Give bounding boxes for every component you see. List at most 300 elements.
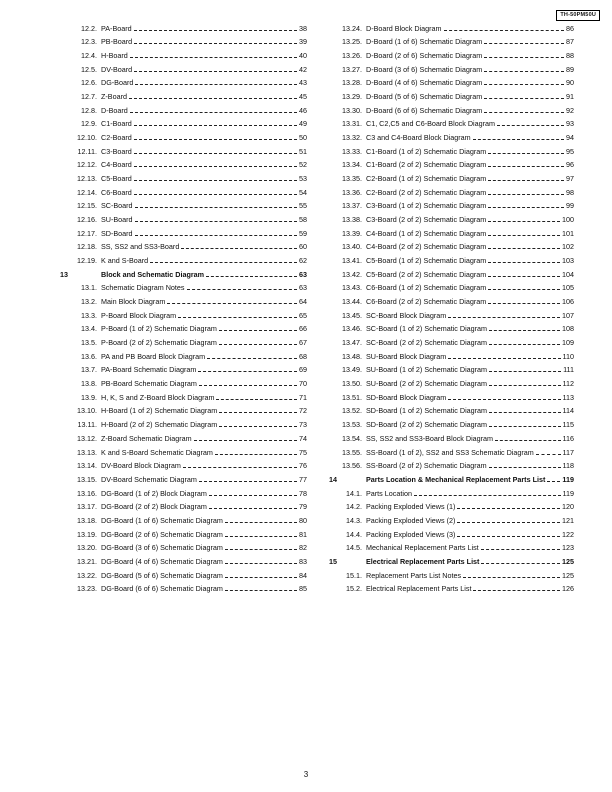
toc-entry[interactable] [60,333,307,347]
toc-entry[interactable] [329,306,574,320]
toc-leader-dots [481,549,560,550]
toc-entry-page: 103 [562,256,574,266]
toc-entry-title: C6-Board [101,187,132,197]
toc-entry-page: 106 [562,297,574,307]
toc-entry-page: 70 [299,379,307,389]
toc-entry-page: 107 [562,310,574,320]
toc-entry[interactable] [329,156,574,170]
toc-entry[interactable] [60,402,307,416]
toc-leader-dots [183,467,297,468]
toc-entry[interactable] [329,142,574,156]
toc-entry-title: DG-Board (2 of 6) Schematic Diagram [101,529,223,539]
toc-leader-dots [484,112,564,113]
toc-leader-dots [225,549,297,550]
toc-entry-number: 12.12. [77,160,97,170]
toc-entry-title: H-Board (1 of 2) Schematic Diagram [101,406,218,416]
toc-entry[interactable] [329,498,574,512]
toc-leader-dots [473,139,564,140]
toc-entry-number: 13.53. [342,420,362,430]
toc-entry-page: 115 [562,420,574,430]
toc-entry[interactable] [329,265,574,279]
toc-leader-dots [484,57,564,58]
toc-entry-page: 85 [299,584,307,594]
toc-entry-page: 114 [562,406,574,416]
toc-entry[interactable] [329,292,574,306]
toc-entry-title: DV-Board Block Diagram [101,461,181,471]
toc-entry-number: 13 [60,269,68,279]
toc-leader-dots [134,125,297,126]
toc-leader-dots [547,481,560,482]
toc-entry[interactable] [329,361,574,375]
toc-leader-dots [134,71,297,72]
toc-leader-dots [489,426,560,427]
toc-leader-dots [129,98,297,99]
toc-entry[interactable] [329,46,574,60]
toc-entry-page: 45 [299,92,307,102]
toc-entry-page: 84 [299,570,307,580]
toc-entry[interactable] [60,210,307,224]
toc-leader-dots [497,125,564,126]
toc-entry-number: 13.23. [77,584,97,594]
toc-leader-dots [488,166,564,167]
toc-entry-title: DG-Board [101,78,134,88]
toc-entry[interactable] [60,374,307,388]
toc-leader-dots [135,235,297,236]
toc-entry[interactable] [60,279,307,293]
toc-entry-title: D-Board (2 of 6) Schematic Diagram [366,51,483,61]
toc-leader-dots [488,248,560,249]
toc-entry[interactable] [329,33,574,47]
toc-entry[interactable] [60,33,307,47]
page-number: 3 [303,770,309,779]
toc-entry-page: 40 [299,51,307,61]
toc-leader-dots [134,166,297,167]
toc-entry[interactable] [329,74,574,88]
toc-entry-number: 13.56. [342,461,362,471]
toc-entry-number: 13.12. [77,433,97,443]
toc-leader-dots [135,207,297,208]
toc-entry-number: 13.40. [342,242,362,252]
toc-leader-dots [215,454,297,455]
toc-leader-dots [489,385,560,386]
toc-entry[interactable] [329,279,574,293]
toc-entry-page: 65 [299,310,307,320]
toc-entry[interactable] [60,238,307,252]
toc-entry-title: SS-Board (1 of 2), SS2 and SS3 Schematic Diagram [366,447,534,457]
toc-entry-page: 104 [562,269,574,279]
toc-entry[interactable] [329,566,574,580]
toc-entry-title: C3-Board (2 of 2) Schematic Diagram [366,215,487,225]
toc-entry-number: 13.25. [342,37,362,47]
toc-entry[interactable] [60,539,307,553]
toc-entry[interactable] [329,210,574,224]
toc-entry-page: 113 [562,392,574,402]
toc-entry-title: DG-Board (6 of 6) Schematic Diagram [101,584,223,594]
toc-entry-title: H-Board [101,51,128,61]
toc-leader-dots [134,180,297,181]
toc-entry-page: 95 [566,146,574,156]
toc-entry-number: 12.5. [81,64,97,74]
toc-entry-page: 53 [299,174,307,184]
toc-leader-dots [194,440,297,441]
toc-entry-page: 63 [299,283,307,293]
toc-entry-title: DG-Board (5 of 6) Schematic Diagram [101,570,223,580]
toc-section-entry[interactable] [60,265,307,279]
toc-entry-title: SD-Board (2 of 2) Schematic Diagram [366,420,488,430]
toc-entry[interactable] [329,19,574,33]
toc-entry-number: 13.5. [81,338,97,348]
toc-entry-title: SU-Board (1 of 2) Schematic Diagram [366,365,488,375]
toc-leader-dots [178,317,297,318]
toc-entry-page: 92 [566,105,574,115]
toc-entry[interactable] [329,183,574,197]
toc-entry[interactable] [60,429,307,443]
toc-entry-title: SS-Board (2 of 2) Schematic Diagram [366,461,487,471]
toc-entry[interactable] [329,374,574,388]
toc-entry[interactable] [329,525,574,539]
toc-entry-number: 13.17. [77,502,97,512]
toc-entry-title: Electrical Replacement Parts List [366,556,480,566]
toc-entry-number: 13.41. [342,256,362,266]
toc-entry-title: C3-Board (1 of 2) Schematic Diagram [366,201,487,211]
toc-entry[interactable] [329,197,574,211]
toc-entry[interactable] [329,388,574,402]
toc-entry[interactable] [60,415,307,429]
toc-leader-dots [484,84,564,85]
toc-leader-dots [488,153,564,154]
toc-entry-title: C4-Board (1 of 2) Schematic Diagram [366,228,487,238]
toc-entry-title: C1-Board (1 of 2) Schematic Diagram [366,146,487,156]
toc-entry[interactable] [60,566,307,580]
toc-entry-title: C4-Board [101,160,132,170]
toc-leader-dots [199,481,297,482]
toc-entry-title: P-Board Block Diagram [101,310,177,320]
toc-entry-number: 14.5. [346,543,362,553]
toc-entry-page: 81 [299,529,307,539]
toc-leader-dots [135,221,297,222]
toc-entry-page: 121 [562,515,574,525]
toc-entry-title: Z-Board [101,92,127,102]
toc-leader-dots [134,139,297,140]
toc-entry-number: 13.36. [342,187,362,197]
toc-entry-number: 12.4. [81,51,97,61]
toc-entry-page: 119 [562,474,574,484]
toc-leader-dots [135,84,297,85]
toc-entry-title: C6-Board (1 of 2) Schematic Diagram [366,283,487,293]
toc-entry-number: 12.7. [81,92,97,102]
toc-entry[interactable] [60,361,307,375]
toc-entry-title: C2-Board (2 of 2) Schematic Diagram [366,187,487,197]
toc-entry-title: D-Board (6 of 6) Schematic Diagram [366,105,483,115]
toc-entry[interactable] [60,19,307,33]
toc-entry-number: 13.45. [342,310,362,320]
toc-entry[interactable] [60,169,307,183]
toc-entry-page: 91 [566,92,574,102]
toc-leader-dots [134,194,297,195]
toc-entry[interactable] [60,443,307,457]
toc-entry-title: PB-Board Schematic Diagram [101,379,197,389]
toc-entry-page: 83 [299,556,307,566]
toc-entry-page: 100 [562,215,574,225]
toc-entry[interactable] [60,306,307,320]
toc-entry-page: 80 [299,515,307,525]
toc-entry-page: 126 [562,584,574,594]
toc-entry-number: 13.8. [81,379,97,389]
toc-leader-dots [219,344,297,345]
toc-entry-title: C6-Board (2 of 2) Schematic Diagram [366,297,487,307]
toc-entry-number: 13.33. [342,146,362,156]
toc-entry-title: C5-Board (1 of 2) Schematic Diagram [366,256,487,266]
toc-entry-page: 79 [299,502,307,512]
toc-entry-title: SS, SS2 and SS3-Board Block Diagram [366,433,494,443]
toc-leader-dots [207,358,297,359]
toc-entry-number: 15.1. [346,570,362,580]
toc-leader-dots [216,399,297,400]
toc-entry-page: 125 [562,570,574,580]
toc-leader-dots [457,522,560,523]
toc-entry[interactable] [329,443,574,457]
toc-entry-number: 13.50. [342,379,362,389]
toc-entry[interactable] [60,484,307,498]
toc-entry-number: 13.7. [81,365,97,375]
toc-entry[interactable] [60,142,307,156]
toc-entry[interactable] [329,402,574,416]
toc-entry-number: 13.51. [342,392,362,402]
toc-entry[interactable] [329,333,574,347]
toc-entry-number: 13.32. [342,133,362,143]
toc-entry[interactable] [60,251,307,265]
toc-leader-dots [457,508,560,509]
toc-entry-page: 66 [299,324,307,334]
toc-entry-title: SC-Board (2 of 2) Schematic Diagram [366,338,488,348]
toc-entry-page: 68 [299,351,307,361]
toc-entry[interactable] [329,429,574,443]
toc-entry-title: SC-Board (1 of 2) Schematic Diagram [366,324,488,334]
toc-leader-dots [457,536,560,537]
toc-entry[interactable] [60,580,307,594]
toc-leader-dots [225,522,297,523]
toc-leader-dots [209,495,297,496]
toc-entry-page: 55 [299,201,307,211]
toc-entry-number: 14 [329,474,337,484]
toc-column-right [329,19,574,593]
toc-entry[interactable] [329,238,574,252]
toc-entry-title: D-Board Block Diagram [366,23,442,33]
toc-entry[interactable] [60,511,307,525]
toc-entry[interactable] [60,470,307,484]
toc-entry-number: 13.26. [342,51,362,61]
toc-entry-number: 12.13. [77,174,97,184]
toc-entry[interactable] [329,457,574,471]
toc-entry[interactable] [329,169,574,183]
toc-leader-dots [134,43,297,44]
toc-leader-dots [206,276,297,277]
toc-entry-title: Replacement Parts List Notes [366,570,462,580]
toc-entry[interactable] [60,87,307,101]
toc-entry-page: 120 [562,502,574,512]
toc-column-left [60,19,307,593]
toc-entry[interactable] [329,60,574,74]
toc-entry[interactable] [60,347,307,361]
toc-leader-dots [198,371,297,372]
toc-entry-title: Mechanical Replacement Parts List [366,543,479,553]
toc-leader-dots [488,235,560,236]
toc-entry-number: 12.6. [81,78,97,88]
toc-entry-title: P-Board (1 of 2) Schematic Diagram [101,324,217,334]
toc-entry-number: 13.43. [342,283,362,293]
toc-leader-dots [167,303,297,304]
toc-entry-title: D-Board (3 of 6) Schematic Diagram [366,64,483,74]
toc-entry-number: 13.2. [81,297,97,307]
toc-entry-number: 13.30. [342,105,362,115]
toc-entry-title: SU-Board [101,215,133,225]
toc-entry[interactable] [60,388,307,402]
toc-entry[interactable] [60,197,307,211]
toc-section-entry[interactable] [329,470,574,484]
toc-entry[interactable] [60,320,307,334]
toc-entry[interactable] [60,498,307,512]
toc-entry-title: DV-Board [101,64,133,74]
toc-entry[interactable] [329,539,574,553]
toc-entry-number: 14.1. [346,488,362,498]
toc-entry-number: 15 [329,556,337,566]
toc-entry[interactable] [329,115,574,129]
toc-entry[interactable] [60,224,307,238]
toc-entry-page: 99 [566,201,574,211]
toc-entry-number: 13.34. [342,160,362,170]
toc-leader-dots [448,358,560,359]
toc-entry[interactable] [60,101,307,115]
toc-entry[interactable] [329,87,574,101]
toc-entry-title: C2-Board [101,133,132,143]
toc-entry[interactable] [329,347,574,361]
toc-leader-dots [495,440,560,441]
toc-entry-number: 12.19. [77,256,97,266]
toc-leader-dots [489,412,560,413]
toc-entry-title: Schematic Diagram Notes [101,283,185,293]
toc-entry-title: D-Board (4 of 6) Schematic Diagram [366,78,483,88]
toc-entry-page: 78 [299,488,307,498]
toc-entry[interactable] [60,60,307,74]
toc-entry-number: 13.19. [77,529,97,539]
toc-entry-title: SS, SS2 and SS3-Board [101,242,180,252]
toc-entry[interactable] [329,415,574,429]
toc-entry-number: 14.4. [346,529,362,539]
toc-entry-number: 13.11. [77,420,97,430]
toc-entry-page: 119 [562,488,574,498]
toc-entry-number: 12.3. [81,37,97,47]
toc-entry-title: Packing Exploded Views (3) [366,529,456,539]
toc-entry-title: PA-Board [101,23,132,33]
toc-entry-number: 12.16. [77,215,97,225]
toc-entry[interactable] [329,320,574,334]
toc-entry-page: 82 [299,543,307,553]
toc-entry-title: DG-Board (4 of 6) Schematic Diagram [101,556,223,566]
toc-entry-page: 108 [562,324,574,334]
toc-entry-number: 13.16. [77,488,97,498]
toc-entry-number: 13.31. [342,119,362,129]
toc-section-entry[interactable] [329,552,574,566]
toc-entry-title: DG-Board (1 of 2) Block Diagram [101,488,207,498]
toc-entry-page: 43 [299,78,307,88]
toc-entry-title: C1-Board (2 of 2) Schematic Diagram [366,160,487,170]
toc-entry-number: 13.15. [77,474,97,484]
toc-entry[interactable] [60,128,307,142]
toc-leader-dots [489,344,560,345]
toc-entry-title: C5-Board (2 of 2) Schematic Diagram [366,269,487,279]
toc-entry[interactable] [329,580,574,594]
toc-entry-title: P-Board (2 of 2) Schematic Diagram [101,338,217,348]
toc-entry-page: 71 [299,392,307,402]
toc-entry-title: Packing Exploded Views (2) [366,515,456,525]
toc-entry[interactable] [60,115,307,129]
toc-entry[interactable] [60,525,307,539]
toc-entry[interactable] [60,457,307,471]
toc-leader-dots [484,98,564,99]
toc-entry-title: SD-Board (1 of 2) Schematic Diagram [366,406,488,416]
toc-entry-title: Block and Schematic Diagram [101,269,205,279]
toc-entry-number: 12.15. [77,201,97,211]
toc-entry[interactable] [60,74,307,88]
toc-entry-title: C2-Board (1 of 2) Schematic Diagram [366,174,487,184]
toc-entry-number: 13.9. [81,392,97,402]
toc-entry[interactable] [60,292,307,306]
toc-entry-title: H, K, S and Z-Board Block Diagram [101,392,215,402]
toc-leader-dots [488,207,564,208]
toc-entry-number: 13.13. [77,447,97,457]
toc-entry-title: C1, C2,C5 and C6-Board Block Diagram [366,119,496,129]
toc-entry-title: Parts Location [366,488,412,498]
toc-entry-number: 13.22. [77,570,97,580]
toc-entry-title: Electrical Replacement Parts List [366,584,472,594]
toc-entry[interactable] [329,128,574,142]
toc-entry-page: 72 [299,406,307,416]
toc-leader-dots [219,426,297,427]
toc-entry[interactable] [329,484,574,498]
toc-entry[interactable] [329,511,574,525]
toc-entry[interactable] [329,251,574,265]
toc-entry-number: 13.44. [342,297,362,307]
toc-entry-number: 13.55. [342,447,362,457]
toc-leader-dots [219,330,297,331]
toc-entry-title: Packing Exploded Views (1) [366,502,456,512]
toc-leader-dots [488,194,564,195]
toc-entry[interactable] [329,101,574,115]
toc-entry-page: 69 [299,365,307,375]
toc-entry[interactable] [60,46,307,60]
toc-entry-page: 63 [299,269,307,279]
toc-entry-page: 98 [566,187,574,197]
toc-entry-page: 62 [299,256,307,266]
toc-entry-page: 77 [299,474,307,484]
toc-entry-number: 13.47. [342,338,362,348]
toc-entry-number: 15.2. [346,584,362,594]
toc-entry[interactable] [60,552,307,566]
toc-entry-title: Main Block Diagram [101,297,166,307]
toc-entry-number: 13.14. [77,461,97,471]
toc-leader-dots [488,262,560,263]
toc-entry-page: 94 [566,133,574,143]
toc-leader-dots [463,577,560,578]
toc-entry[interactable] [60,183,307,197]
toc-entry-page: 110 [562,351,574,361]
toc-entry-page: 58 [299,215,307,225]
toc-entry-number: 13.49. [342,365,362,375]
toc-entry-page: 42 [299,64,307,74]
toc-entry[interactable] [60,156,307,170]
toc-leader-dots [489,371,561,372]
toc-entry[interactable] [329,224,574,238]
